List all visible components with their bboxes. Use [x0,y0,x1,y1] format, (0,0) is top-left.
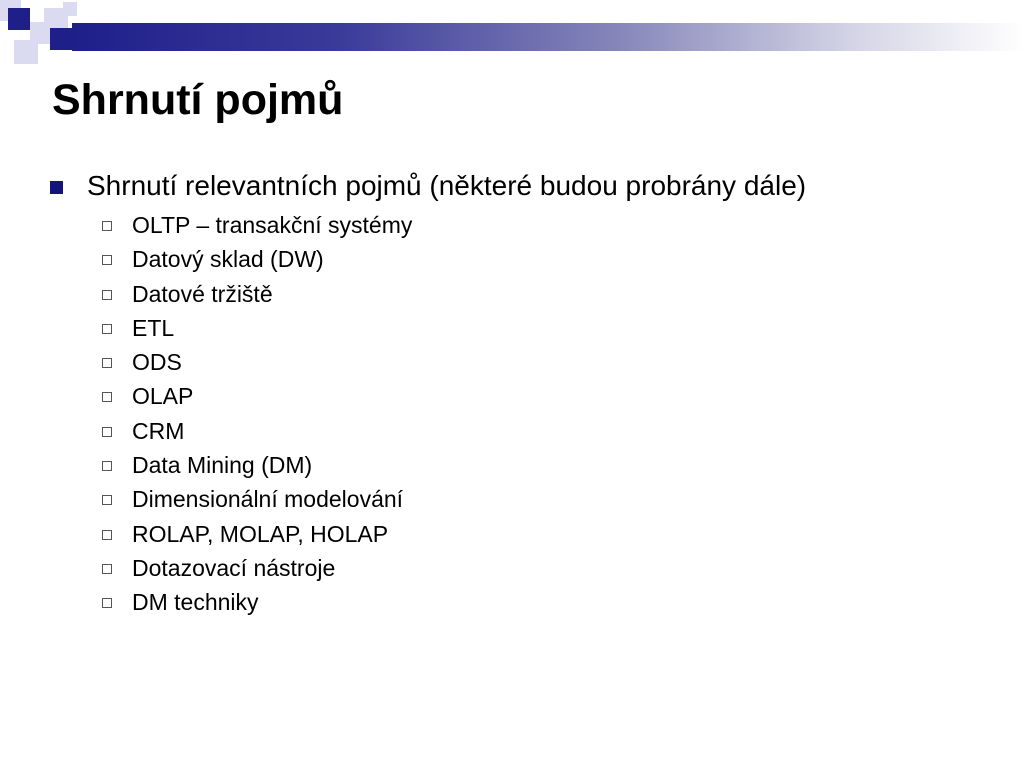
sub-bullet-item [50,585,990,619]
decorative-square [14,40,38,64]
hollow-square-icon [102,358,112,368]
hollow-square-icon [102,564,112,574]
sub-bullet-list [50,208,990,620]
hollow-square-icon [102,221,112,231]
sub-bullet-text: DM techniky [132,589,259,616]
hollow-square-icon [102,324,112,334]
sub-bullet-text: ETL [132,314,175,341]
slide-content [50,166,990,620]
sub-bullet-item [50,277,990,311]
decorative-square [63,2,77,16]
sub-bullet-item [50,551,990,585]
sub-bullet-item [50,379,990,413]
sub-bullet-text: Datový sklad (DW) [132,246,324,273]
sub-bullet-text: CRM [132,417,185,444]
hollow-square-icon [102,392,112,402]
sub-bullet-text: Dotazovací nástroje [132,554,336,581]
hollow-square-icon [102,290,112,300]
sub-bullet-text: OLAP [132,383,194,410]
sub-bullet-item [50,482,990,516]
sub-bullet-text: Data Mining (DM) [132,452,313,479]
sub-bullet-text: Dimensionální modelování [132,486,404,513]
sub-bullet-text: ODS [132,349,182,376]
header-gradient-bar [72,23,1024,51]
sub-bullet-item [50,242,990,276]
main-bullet-text: Shrnutí relevantních pojmů (některé budou probrány dále) [87,170,807,201]
hollow-square-icon [102,495,112,505]
hollow-square-icon [102,427,112,437]
sub-bullet-item [50,448,990,482]
hollow-square-icon [102,598,112,608]
sub-bullet-item [50,208,990,242]
hollow-square-icon [102,255,112,265]
hollow-square-icon [102,530,112,540]
sub-bullet-text: Datové tržiště [132,280,273,307]
sub-bullet-item [50,311,990,345]
decorative-square [8,8,30,30]
sub-bullet-item [50,345,990,379]
decorative-square [50,28,72,50]
sub-bullet-item [50,517,990,551]
hollow-square-icon [102,461,112,471]
sub-bullet-text: OLTP – transakční systémy [132,212,413,238]
sub-bullet-text: ROLAP, MOLAP, HOLAP [132,520,389,547]
sub-bullet-item [50,414,990,448]
filled-square-icon [50,181,63,194]
slide-title: Shrnutí pojmů [52,76,344,124]
main-bullet-item [50,166,990,208]
